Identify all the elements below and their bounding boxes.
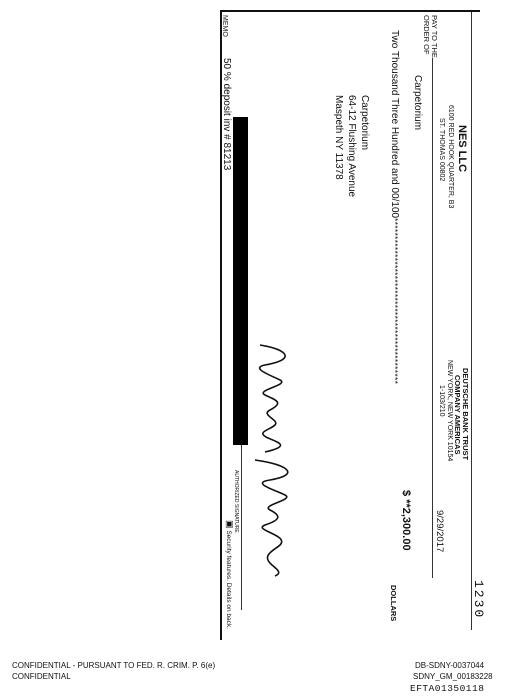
bank-city: NEW YORK, NEW YORK 10154 — [446, 360, 453, 462]
check-top-rule — [471, 10, 472, 630]
issuer-address-line-2: ST. THOMAS 00802 — [438, 118, 445, 182]
check-left-border — [220, 10, 480, 12]
issuer-address-line-1: 6100 RED HOOK QUARTER, B3 — [447, 105, 454, 209]
security-text: Security features. Details on back. — [225, 530, 232, 629]
bank-routing: 1-103/210 — [438, 385, 445, 417]
memo-text: 50 % deposit inv # 81213 — [221, 58, 232, 171]
footer-bates-db: DB-SDNY-0037044 — [415, 661, 485, 670]
pay-to-label-line-2: ORDER OF — [422, 15, 431, 55]
payee-rule — [432, 58, 433, 578]
check-date: 9/29/2017 — [434, 510, 445, 553]
amount-value: **2,300.00 — [400, 499, 412, 551]
security-note — [224, 520, 235, 629]
dollar-sign: $ — [400, 490, 412, 497]
pay-to-label — [422, 15, 438, 58]
amount-figure — [400, 490, 412, 551]
amount-in-words — [389, 30, 400, 384]
signature-label: AUTHORIZED SIGNATURE — [233, 470, 239, 533]
payee-address-line-1: Carpetorium — [359, 95, 370, 151]
payee-name: Carpetorium — [412, 75, 423, 131]
bank-check — [220, 10, 486, 640]
redaction-bar — [233, 117, 248, 445]
check-number: 1230 — [471, 580, 486, 620]
lock-icon: ▣ — [225, 520, 235, 529]
footer-bates-sdny: SDNY_GM_00183228 — [413, 672, 493, 681]
dollars-label: DOLLARS — [389, 585, 398, 622]
footer-confidential-notice: CONFIDENTIAL - PURSUANT TO FED. R. CRIM. P. 6(e) — [12, 661, 216, 670]
footer-bates-efta: EFTA01350118 — [410, 683, 485, 694]
pay-to-label-line-1: PAY TO THE — [430, 15, 439, 58]
bank-name: DEUTSCHE BANK TRUST — [461, 368, 470, 461]
payee-address-line-2: 64-12 Flushing Avenue — [346, 95, 357, 198]
payee-address-line-3: Maspeth NY 11378 — [333, 95, 344, 180]
amount-words-fill: ********************************************** — [390, 218, 399, 385]
amount-words-text: Two Thousand Three Hundred and 00/100 — [389, 30, 400, 219]
issuer-name: NES LLC — [456, 125, 468, 173]
signature-image — [240, 340, 310, 580]
bank-name-line-2: COMPANY AMERICAS — [453, 375, 462, 455]
memo-label: MEMO — [221, 15, 228, 37]
footer-confidential: CONFIDENTIAL — [12, 672, 71, 681]
